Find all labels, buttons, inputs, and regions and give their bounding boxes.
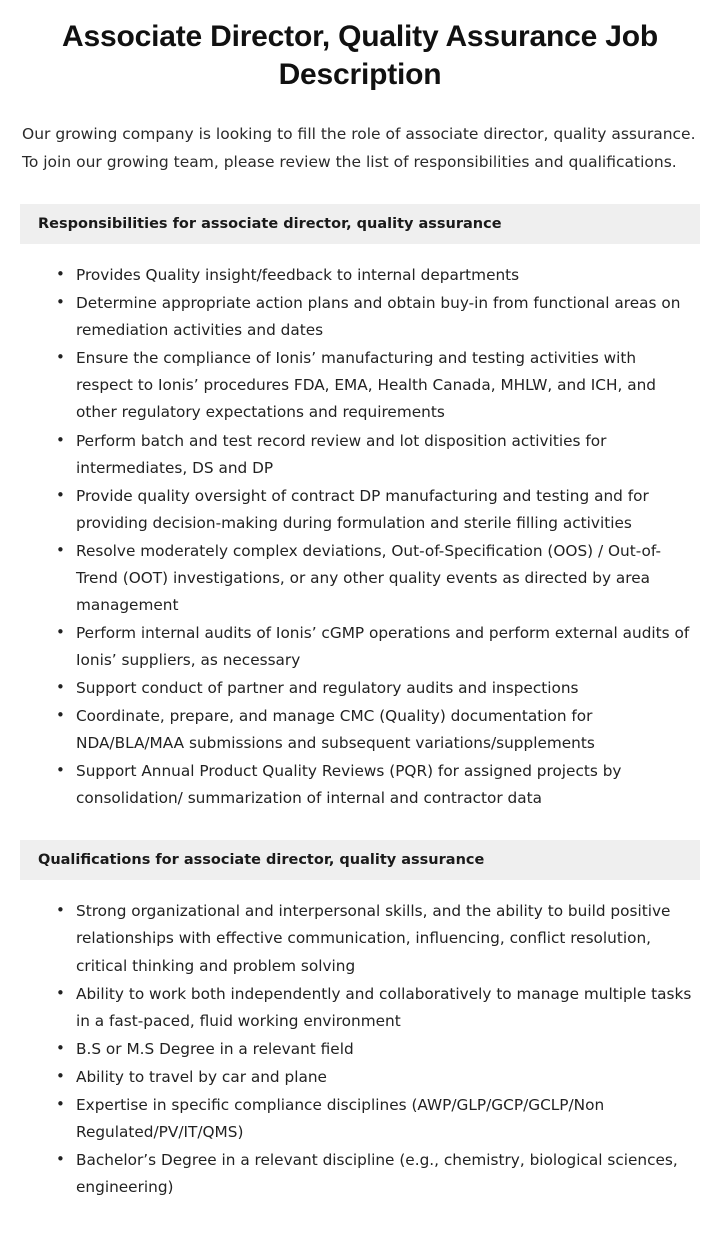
list-item: • Ability to travel by car and plane — [56, 1064, 694, 1091]
bottom-spacer — [20, 1202, 700, 1216]
list-item: • Determine appropriate action plans and obtain buy-in from functional areas on remediation activities and dates — [56, 290, 694, 344]
list-item: • Ensure the compliance of Ionis’ manufacturing and testing activities with respect to Ionis’ procedures FDA, EMA, Health Canada, MHLW, and ICH, and other regulatory expectations and requirements — [56, 345, 694, 426]
list-item: • Strong organizational and interpersonal skills, and the ability to build positive relationships with effective communication, influencing, conflict resolution, critical thinking and problem solving — [56, 898, 694, 979]
intro-paragraph: Our growing company is looking to fill the role of associate director, quality assurance. To join our growing team, please review the list of responsibilities and qualifications. — [22, 125, 696, 171]
list-item: • Resolve moderately complex deviations, Out-of-Specification (OOS) / Out-of-Trend (OOT) investigations, or any other quality events as directed by area management — [56, 538, 694, 619]
page-title: Associate Director, Quality Assurance Job Description — [62, 20, 658, 91]
list-item: • Provides Quality insight/feedback to internal departments — [56, 262, 694, 289]
responsibilities-heading: Responsibilities for associate director, quality assurance — [20, 204, 700, 244]
job-description-page — [0, 10, 720, 1236]
qualifications-heading: Qualifications for associate director, quality assurance — [20, 840, 700, 880]
responsibilities-list — [20, 262, 700, 812]
list-item: • Perform internal audits of Ionis’ cGMP operations and perform external audits of Ionis’ suppliers, as necessary — [56, 620, 694, 674]
list-item: • Expertise in specific compliance disciplines (AWP/GLP/GCP/GCLP/Non Regulated/PV/IT/QMS) — [56, 1092, 694, 1146]
list-item: • Support conduct of partner and regulatory audits and inspections — [56, 675, 694, 702]
qualifications-list — [20, 898, 700, 1201]
list-item: • Bachelor’s Degree in a relevant discipline (e.g., chemistry, biological sciences, engineering) — [56, 1147, 694, 1201]
qualifications-section — [20, 840, 700, 1201]
list-item: • Provide quality oversight of contract DP manufacturing and testing and for providing decision-making during formulation and sterile filling activities — [56, 483, 694, 537]
list-item: • B.S or M.S Degree in a relevant field — [56, 1036, 694, 1063]
list-item: • Ability to work both independently and collaboratively to manage multiple tasks in a fast-paced, fluid working environment — [56, 981, 694, 1035]
responsibilities-section — [20, 204, 700, 812]
list-item: • Perform batch and test record review and lot disposition activities for intermediates, DS and DP — [56, 428, 694, 482]
list-item: • Support Annual Product Quality Reviews (PQR) for assigned projects by consolidation/ summarization of internal and contractor data — [56, 758, 694, 812]
list-item: • Coordinate, prepare, and manage CMC (Quality) documentation for NDA/BLA/MAA submissions and subsequent variations/supplements — [56, 703, 694, 757]
